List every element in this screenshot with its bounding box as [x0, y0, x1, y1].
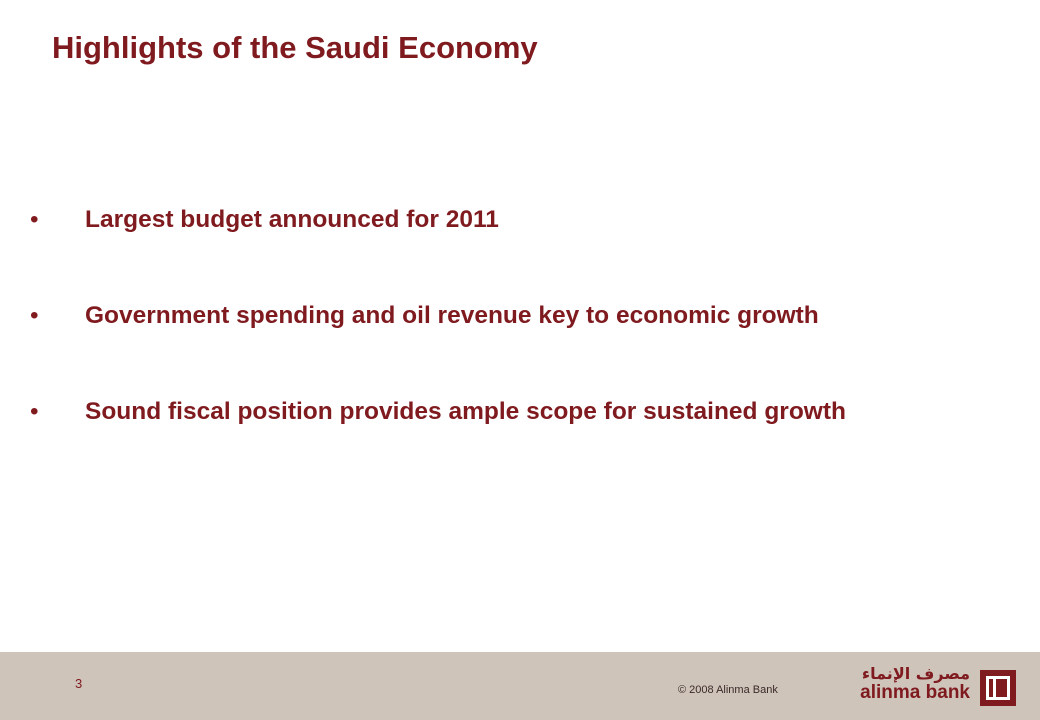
bullet-item: [30, 268, 992, 364]
logo-text-english: alinma bank: [860, 682, 970, 703]
slide-title: Highlights of the Saudi Economy: [52, 30, 538, 65]
copyright-notice: © 2008 Alinma Bank: [678, 684, 778, 696]
alinma-bank-logo: [852, 664, 1022, 712]
logo-text-arabic: مصرف الإنماء: [861, 664, 970, 683]
footer-bar: [0, 652, 1040, 720]
logo-mark-icon: [980, 670, 1016, 706]
page-number: 3: [75, 676, 83, 691]
bullet-list: [30, 172, 992, 460]
bullet-text: Largest budget announced for 2011: [85, 206, 499, 233]
bullet-dot: •: [30, 206, 39, 233]
bullet-item: [30, 172, 992, 268]
bullet-dot: •: [30, 398, 39, 425]
bullet-text: Government spending and oil revenue key to economic growth: [85, 302, 819, 329]
bullet-text: Sound fiscal position provides ample scope for sustained growth: [85, 398, 846, 425]
bullet-dot: •: [30, 302, 39, 329]
bullet-item: [30, 364, 992, 460]
